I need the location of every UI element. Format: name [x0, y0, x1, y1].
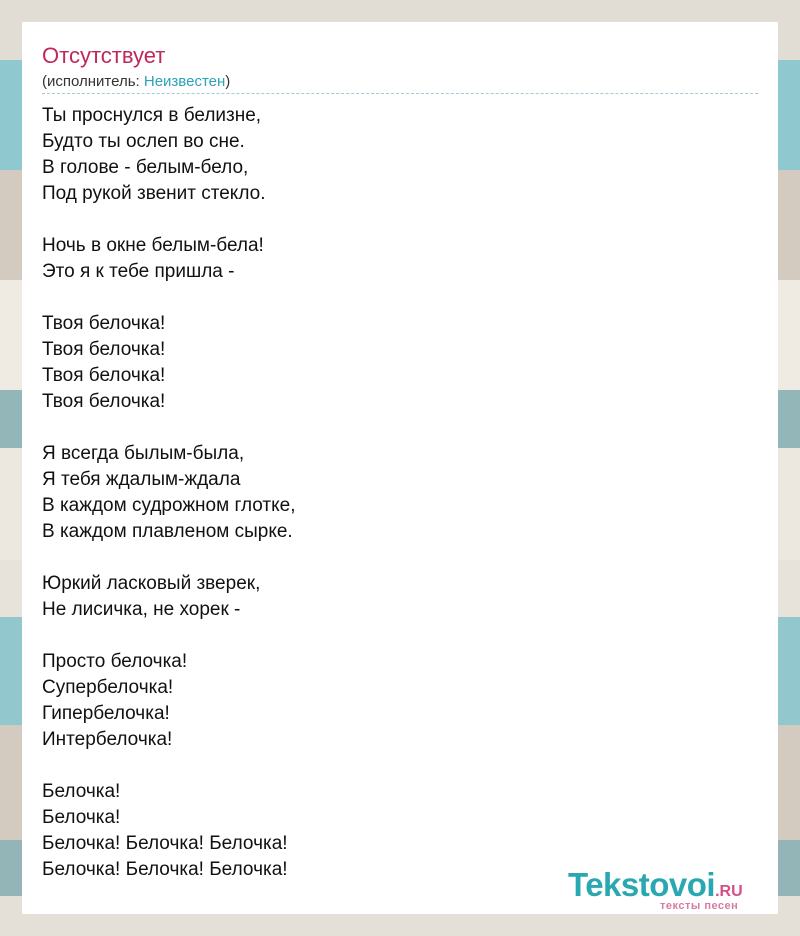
site-logo[interactable]	[568, 866, 773, 914]
lyric-line: В каждом плавленом сырке.	[42, 521, 293, 542]
logo-tagline: тексты песен	[660, 900, 739, 912]
lyric-line: Юркий ласковый зверек,	[42, 573, 261, 594]
lyric-line: Будто ты ослеп во сне.	[42, 131, 245, 152]
lyric-line: Ночь в окне белым-бела!	[42, 235, 264, 256]
lyric-line: Твоя белочка!	[42, 313, 166, 334]
logo-brand: Tekstovoi	[568, 866, 716, 903]
lyric-line: Белочка!	[42, 807, 121, 828]
lyric-line	[42, 753, 295, 779]
artist-link[interactable]: Неизвестен	[143, 73, 226, 90]
lyric-line: Просто белочка!	[42, 651, 188, 672]
lyrics-text	[42, 103, 295, 883]
lyric-line: Белочка! Белочка! Белочка!	[42, 859, 288, 880]
lyric-line	[42, 415, 295, 441]
lyric-line: Под рукой звенит стекло.	[42, 183, 266, 204]
song-title: Отсутствует	[42, 43, 166, 68]
lyric-line: Не лисичка, не хорек -	[42, 599, 241, 620]
logo-tld: .RU	[715, 883, 743, 900]
lyric-line	[42, 623, 295, 649]
artist-prefix: (исполнитель:	[42, 73, 144, 90]
artist-line	[42, 73, 230, 91]
lyric-line: Это я к тебе пришла -	[42, 261, 235, 282]
lyric-line: Я тебя ждалым-ждала	[42, 469, 241, 490]
artist-suffix: )	[225, 73, 231, 90]
divider	[42, 93, 758, 94]
lyric-line	[42, 285, 295, 311]
lyric-line: Твоя белочка!	[42, 391, 166, 412]
lyric-line: Белочка! Белочка! Белочка!	[42, 833, 288, 854]
lyric-line	[42, 545, 295, 571]
lyric-line	[42, 207, 295, 233]
lyric-line: Супербелочка!	[42, 677, 174, 698]
lyric-line: Твоя белочка!	[42, 339, 166, 360]
lyrics-card	[22, 22, 778, 914]
lyric-line: Белочка!	[42, 781, 121, 802]
lyric-line: Твоя белочка!	[42, 365, 166, 386]
lyric-line: Я всегда былым-была,	[42, 443, 245, 464]
lyric-line: Гипербелочка!	[42, 703, 170, 724]
lyric-line: Ты проснулся в белизне,	[42, 105, 262, 126]
lyric-line: В каждом судрожном глотке,	[42, 495, 296, 516]
lyric-line: Интербелочка!	[42, 729, 173, 750]
lyric-line: В голове - белым-бело,	[42, 157, 249, 178]
